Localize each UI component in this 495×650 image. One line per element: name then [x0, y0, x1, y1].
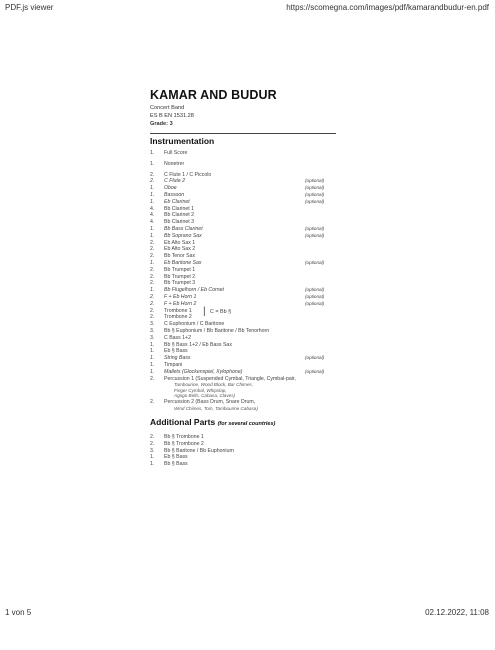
instrument-detail: Tambourine, Wood Block, Bar Chimes, — [174, 382, 253, 388]
instrument-row — [150, 321, 360, 328]
instrument-name: F + Eb Horn 1 — [164, 293, 197, 300]
instrument-name: Eb § Bass — [164, 348, 188, 355]
instrument-count: 2. — [150, 273, 155, 280]
instrument-name: Eb Alto Sax 2 — [164, 246, 196, 253]
instrument-row — [150, 301, 360, 308]
instrument-name: Nonetrer — [164, 160, 185, 167]
page-indicator: 1 von 5 — [5, 608, 32, 617]
instrument-row — [150, 192, 360, 199]
instrument-count: 1. — [150, 225, 155, 232]
instrument-name: C Bass 1+2 — [164, 334, 191, 341]
instrumentation-list — [150, 150, 360, 411]
instrument-row — [150, 274, 360, 281]
instrument-row — [150, 178, 360, 185]
instrument-count: 1. — [150, 160, 155, 167]
additional-parts-title: Additional Parts — [150, 417, 216, 428]
instrument-count: 2. — [150, 239, 155, 246]
instrument-count: 2. — [150, 246, 155, 253]
instrument-row — [150, 399, 360, 406]
instrument-name: Percussion 2 (Bass Drum, Snare Drum, — [164, 398, 256, 405]
optional-label: (optional) — [305, 368, 325, 374]
instrument-name: Bb Clarinet 1 — [164, 205, 194, 212]
instrument-name: Bb § Bass 1+2 / Eb Bass Sax — [164, 341, 232, 348]
instrument-row — [150, 314, 360, 321]
instrument-count: 2. — [150, 307, 155, 314]
instrument-name: Trombone 2 — [164, 314, 192, 321]
part-count: 1. — [150, 461, 155, 468]
instrument-name: Oboe — [164, 185, 177, 192]
optional-label: (optional) — [305, 293, 325, 299]
instrument-count: 1. — [150, 341, 155, 348]
instrument-name: Trombone 1 — [164, 307, 192, 314]
instrument-count: 2. — [150, 280, 155, 287]
optional-label: (optional) — [305, 191, 325, 197]
instrument-name: Bb Trumpet 1 — [164, 266, 196, 273]
instrument-count: 1. — [150, 348, 155, 355]
instrument-name: Timpani — [164, 361, 183, 368]
instrument-name: Bb Clarinet 3 — [164, 219, 194, 226]
document-subtitle: Concert Band — [150, 105, 185, 111]
additional-parts-subtitle: (for several countries) — [217, 421, 276, 428]
instrument-row — [150, 233, 360, 240]
instrument-row — [150, 206, 360, 213]
part-count: 2. — [150, 440, 155, 447]
instrument-count: 4. — [150, 219, 155, 226]
document-code: ES B EN 1531.28 — [150, 113, 194, 119]
instrument-row — [150, 287, 360, 294]
instrument-name: Bb § Euphonium / Bb Baritone / Bb Tenorhorn — [164, 327, 270, 334]
additional-parts-list — [150, 434, 360, 468]
instrument-row — [150, 212, 360, 219]
instrument-name: Bb Tenor Sax — [164, 253, 196, 260]
instrument-row — [150, 376, 360, 383]
instrument-count: 2. — [150, 171, 155, 178]
optional-label: (optional) — [305, 198, 325, 204]
instrument-count: 4. — [150, 212, 155, 219]
part-count: 2. — [150, 434, 155, 441]
instrument-count: 3. — [150, 334, 155, 341]
instrument-name: Eb Clarinet — [164, 198, 190, 205]
instrument-count: 1. — [150, 368, 155, 375]
instrument-count: 1. — [150, 198, 155, 205]
instrument-detail: Agogo Bells, Cabasa, Claves) — [174, 393, 236, 399]
pdf-page — [150, 88, 360, 468]
instrument-name: String Bass — [164, 355, 191, 362]
instrument-count: 2. — [150, 314, 155, 321]
instrument-row — [150, 369, 360, 376]
optional-label: (optional) — [305, 225, 325, 231]
instrument-row — [150, 260, 360, 267]
instrument-count: 4. — [150, 205, 155, 212]
additional-part-row — [150, 441, 360, 448]
document-grade: Grade: 3 — [150, 121, 173, 127]
instrument-name: Bb Clarinet 2 — [164, 212, 194, 219]
instrument-row — [150, 240, 360, 247]
instrument-count: 2. — [150, 253, 155, 260]
instrument-count: 2. — [150, 300, 155, 307]
instrument-detail: Wind Chimes, Tom, Tambourine Cabasa) — [174, 405, 258, 411]
instrument-count: 2. — [150, 375, 155, 382]
optional-label: (optional) — [305, 178, 325, 184]
instrument-name: C Euphonium / C Baritone — [164, 321, 225, 328]
part-name: Bb § Trombone 1 — [164, 434, 204, 441]
document-title: KAMAR AND BUDUR — [150, 88, 277, 102]
instrument-count: 2. — [150, 398, 155, 405]
part-name: Bb § Baritone / Bb Euphonium — [164, 447, 234, 454]
instrument-count: 1. — [150, 259, 155, 266]
instrument-name: Eb Alto Sax 1 — [164, 239, 196, 246]
instrument-name: Bb Trumpet 2 — [164, 273, 196, 280]
instrument-row — [150, 253, 360, 260]
instrument-count: 1. — [150, 361, 155, 368]
part-name: Bb § Trombone 2 — [164, 440, 204, 447]
instrument-row — [150, 362, 360, 369]
instrument-count: 1. — [150, 232, 155, 239]
instrument-count: 3. — [150, 321, 155, 328]
optional-label: (optional) — [305, 232, 325, 238]
instrument-name: C Flute 2 — [164, 178, 186, 185]
instrument-name: Mallets (Glockenspiel, Xylophone) — [164, 368, 243, 375]
instrument-name: Percussion 1 (Suspended Cymbal, Triangle, Cymbal-pair, — [164, 375, 296, 382]
part-name: Bb § Bass — [164, 461, 188, 468]
optional-label: (optional) — [305, 259, 325, 265]
optional-label: (optional) — [305, 287, 325, 293]
instrument-row — [150, 172, 360, 179]
instrument-row — [150, 150, 360, 157]
instrument-name: Bb Trumpet 3 — [164, 280, 196, 287]
instrument-count: 1. — [150, 191, 155, 198]
optional-label: (optional) — [305, 355, 325, 361]
part-count: 3. — [150, 447, 155, 454]
instrument-count: 1. — [150, 287, 155, 294]
instrument-name: Bb Flugelhorn / Eb Cornet — [164, 287, 224, 294]
instrument-name: Bb Bass Clarinet — [164, 225, 203, 232]
print-timestamp: 02.12.2022, 11:08 — [425, 608, 489, 617]
additional-part-row — [150, 434, 360, 441]
browser-url[interactable]: https://scomegna.com/images/pdf/kamarandbudur-en.pdf — [286, 3, 489, 12]
trombone-bracket-note: C = Bb § — [210, 309, 232, 316]
instrument-row — [150, 294, 360, 301]
instrument-row — [150, 246, 360, 253]
part-name: Eb § Bass — [164, 454, 188, 461]
instrument-row — [150, 219, 360, 226]
instrument-row — [150, 280, 360, 287]
instrument-row — [150, 335, 360, 342]
instrument-count: 1. — [150, 355, 155, 362]
instrument-count: 1. — [150, 150, 155, 156]
part-count: 1. — [150, 454, 155, 461]
instrumentation-heading: Instrumentation — [150, 136, 215, 146]
instrument-detail: Finger Cymbal, Whipslap, — [174, 387, 227, 393]
instrument-row — [150, 348, 360, 355]
instrument-row — [150, 267, 360, 274]
trombone-bracket: | — [203, 305, 206, 317]
instrument-name: F + Eb Horn 2 — [164, 300, 197, 307]
optional-label: (optional) — [305, 185, 325, 191]
additional-part-row — [150, 454, 360, 461]
instrument-row — [150, 199, 360, 206]
instrument-name: Bassoon — [164, 191, 185, 198]
instrument-row — [150, 305, 360, 317]
browser-tab-title: PDF.js viewer — [5, 3, 54, 12]
instrument-count: 1. — [150, 185, 155, 192]
additional-part-row — [150, 448, 360, 455]
instrument-name: Full Score — [164, 150, 188, 156]
instrument-row — [150, 328, 360, 335]
instrument-row — [150, 185, 360, 192]
instrument-count: 3. — [150, 327, 155, 334]
instrument-count: 2. — [150, 293, 155, 300]
divider — [150, 133, 336, 134]
instrument-row — [150, 161, 360, 168]
instrument-row-continuation — [150, 406, 360, 412]
instrument-name: Eb Baritone Sax — [164, 259, 202, 266]
instrument-name: C Flute 1 / C Piccolo — [164, 171, 212, 178]
instrument-count: 2. — [150, 266, 155, 273]
additional-part-row — [150, 461, 360, 468]
optional-label: (optional) — [305, 300, 325, 306]
instrument-row — [150, 226, 360, 233]
instrument-count: 2. — [150, 178, 155, 185]
instrument-name: Bb Soprano Sax — [164, 232, 202, 239]
instrument-row — [150, 355, 360, 362]
additional-parts-heading — [150, 417, 360, 430]
instrument-row — [150, 342, 360, 349]
